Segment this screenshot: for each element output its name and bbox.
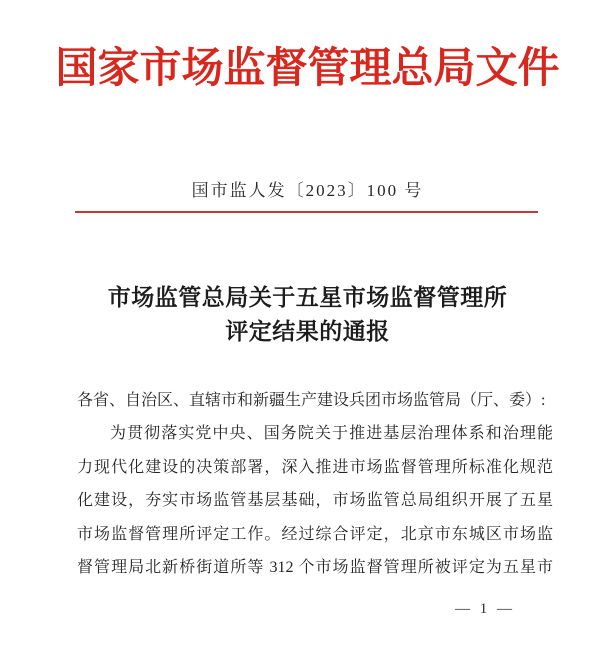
body-salutation-line: 各省、自治区、直辖市和新疆生产建设兵团市场监管局（厅、委）:: [77, 392, 546, 409]
document-title-line1: 市场监管总局关于五星市场监督管理所: [107, 285, 508, 310]
agency-header-title: 国家市场监督管理总局文件: [55, 46, 560, 92]
red-divider-line: [75, 211, 538, 213]
document-title: [0, 281, 615, 349]
document-title-line2: 评定结果的通报: [225, 319, 390, 344]
body-text-line: 化建设，夯实市场监管基层基础，市场监管总局组织开展了五星: [77, 492, 553, 510]
body-text-line: 为贯彻落实党中央、国务院关于推进基层治理体系和治理能: [110, 425, 553, 443]
page-number: — 1 —: [455, 601, 515, 617]
body-text-line: 力现代化建设的决策部署，深入推进市场监督管理所标准化规范: [77, 458, 553, 476]
document-number: 国市监人发〔2023〕100 号: [191, 181, 424, 200]
document-body: [77, 384, 553, 584]
body-text-line: 市场监督管理所评定工作。经过综合评定，北京市东城区市场监: [77, 525, 553, 543]
body-text-line: 督管理局北新桥街道所等 312 个市场监督管理所被评定为五星市: [77, 559, 553, 577]
